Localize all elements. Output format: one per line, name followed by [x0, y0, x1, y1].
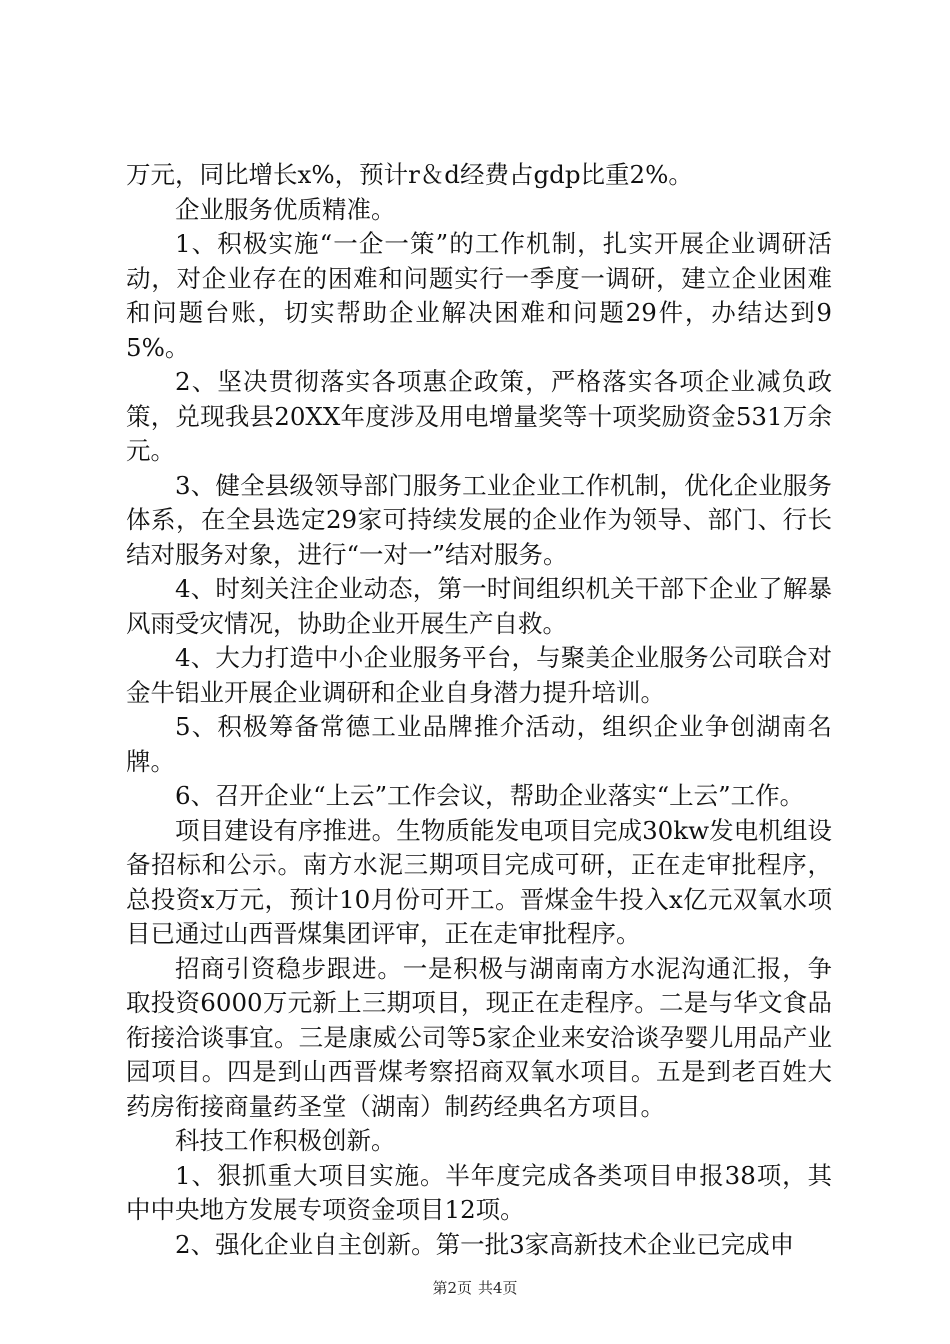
paragraph: 6、召开企业“上云”工作会议，帮助企业落实“上云”工作。	[175, 781, 805, 810]
paragraph: 3、健全县级领导部门服务工业企业工作机制，优化企业服务体系，在全县选定29家可持续发展的企业作为领导、部门、行长结对服务对象，进行“一对一”结对服务。	[126, 470, 832, 569]
paragraph: 2、强化企业自主创新。第一批3家高新技术企业已完成申	[175, 1229, 795, 1259]
paragraph: 1、狠抓重大项目实施。半年度完成各类项目申报38项，其中中央地方发展专项资金项目12项。	[126, 1160, 832, 1224]
page-total: 共4页	[478, 1279, 518, 1297]
page-footer	[0, 1278, 950, 1298]
section-heading: 企业服务优质精准。	[175, 194, 396, 224]
paragraph: 项目建设有序推进。生物质能发电项目完成30kw发电机组设备招标和公示。南方水泥三期项目完成可研，正在走审批程序，总投资x万元，预计10月份可开工。晋煤金牛投入x亿元双氧水项目已通过山西晋煤集团评审，正在走审批程序。	[126, 815, 832, 948]
paragraph: 4、时刻关注企业动态，第一时间组织机关干部下企业了解暴风雨受灾情况，协助企业开展生产自救。	[126, 574, 832, 638]
paragraph: 4、大力打造中小企业服务平台，与聚美企业服务公司联合对金牛铝业开展企业调研和企业自身潜力提升培训。	[126, 643, 832, 707]
document-body	[126, 158, 832, 1262]
paragraph: 1、积极实施“一企一策”的工作机制，扎实开展企业调研活动，对企业存在的困难和问题实行一季度一调研，建立企业困难和问题台账，切实帮助企业解决困难和问题29件，办结达到95%。	[126, 229, 832, 362]
page-number: 第2页	[432, 1279, 472, 1297]
paragraph: 招商引资稳步跟进。一是积极与湖南南方水泥沟通汇报，争取投资6000万元新上三期项目，现正在走程序。二是与华文食品衔接洽谈事宜。三是康威公司等5家企业来安洽谈孕婴儿用品产业园项目。四是到山西晋煤考察招商双氧水项目。五是到老百姓大药房衔接商量药圣堂（湖南）制药经典名方项目。	[126, 953, 832, 1121]
paragraph: 2、坚决贯彻落实各项惠企政策，严格落实各项企业减负政策，兑现我县20XX年度涉及用电增量奖等十项奖励资金531万余元。	[126, 367, 832, 465]
paragraph: 万元，同比增长x%，预计r＆d经费占gdp比重2%。	[126, 160, 693, 189]
paragraph: 5、积极筹备常德工业品牌推介活动，组织企业争创湖南名牌。	[126, 712, 832, 776]
section-heading: 科技工作积极创新。	[175, 1126, 396, 1155]
